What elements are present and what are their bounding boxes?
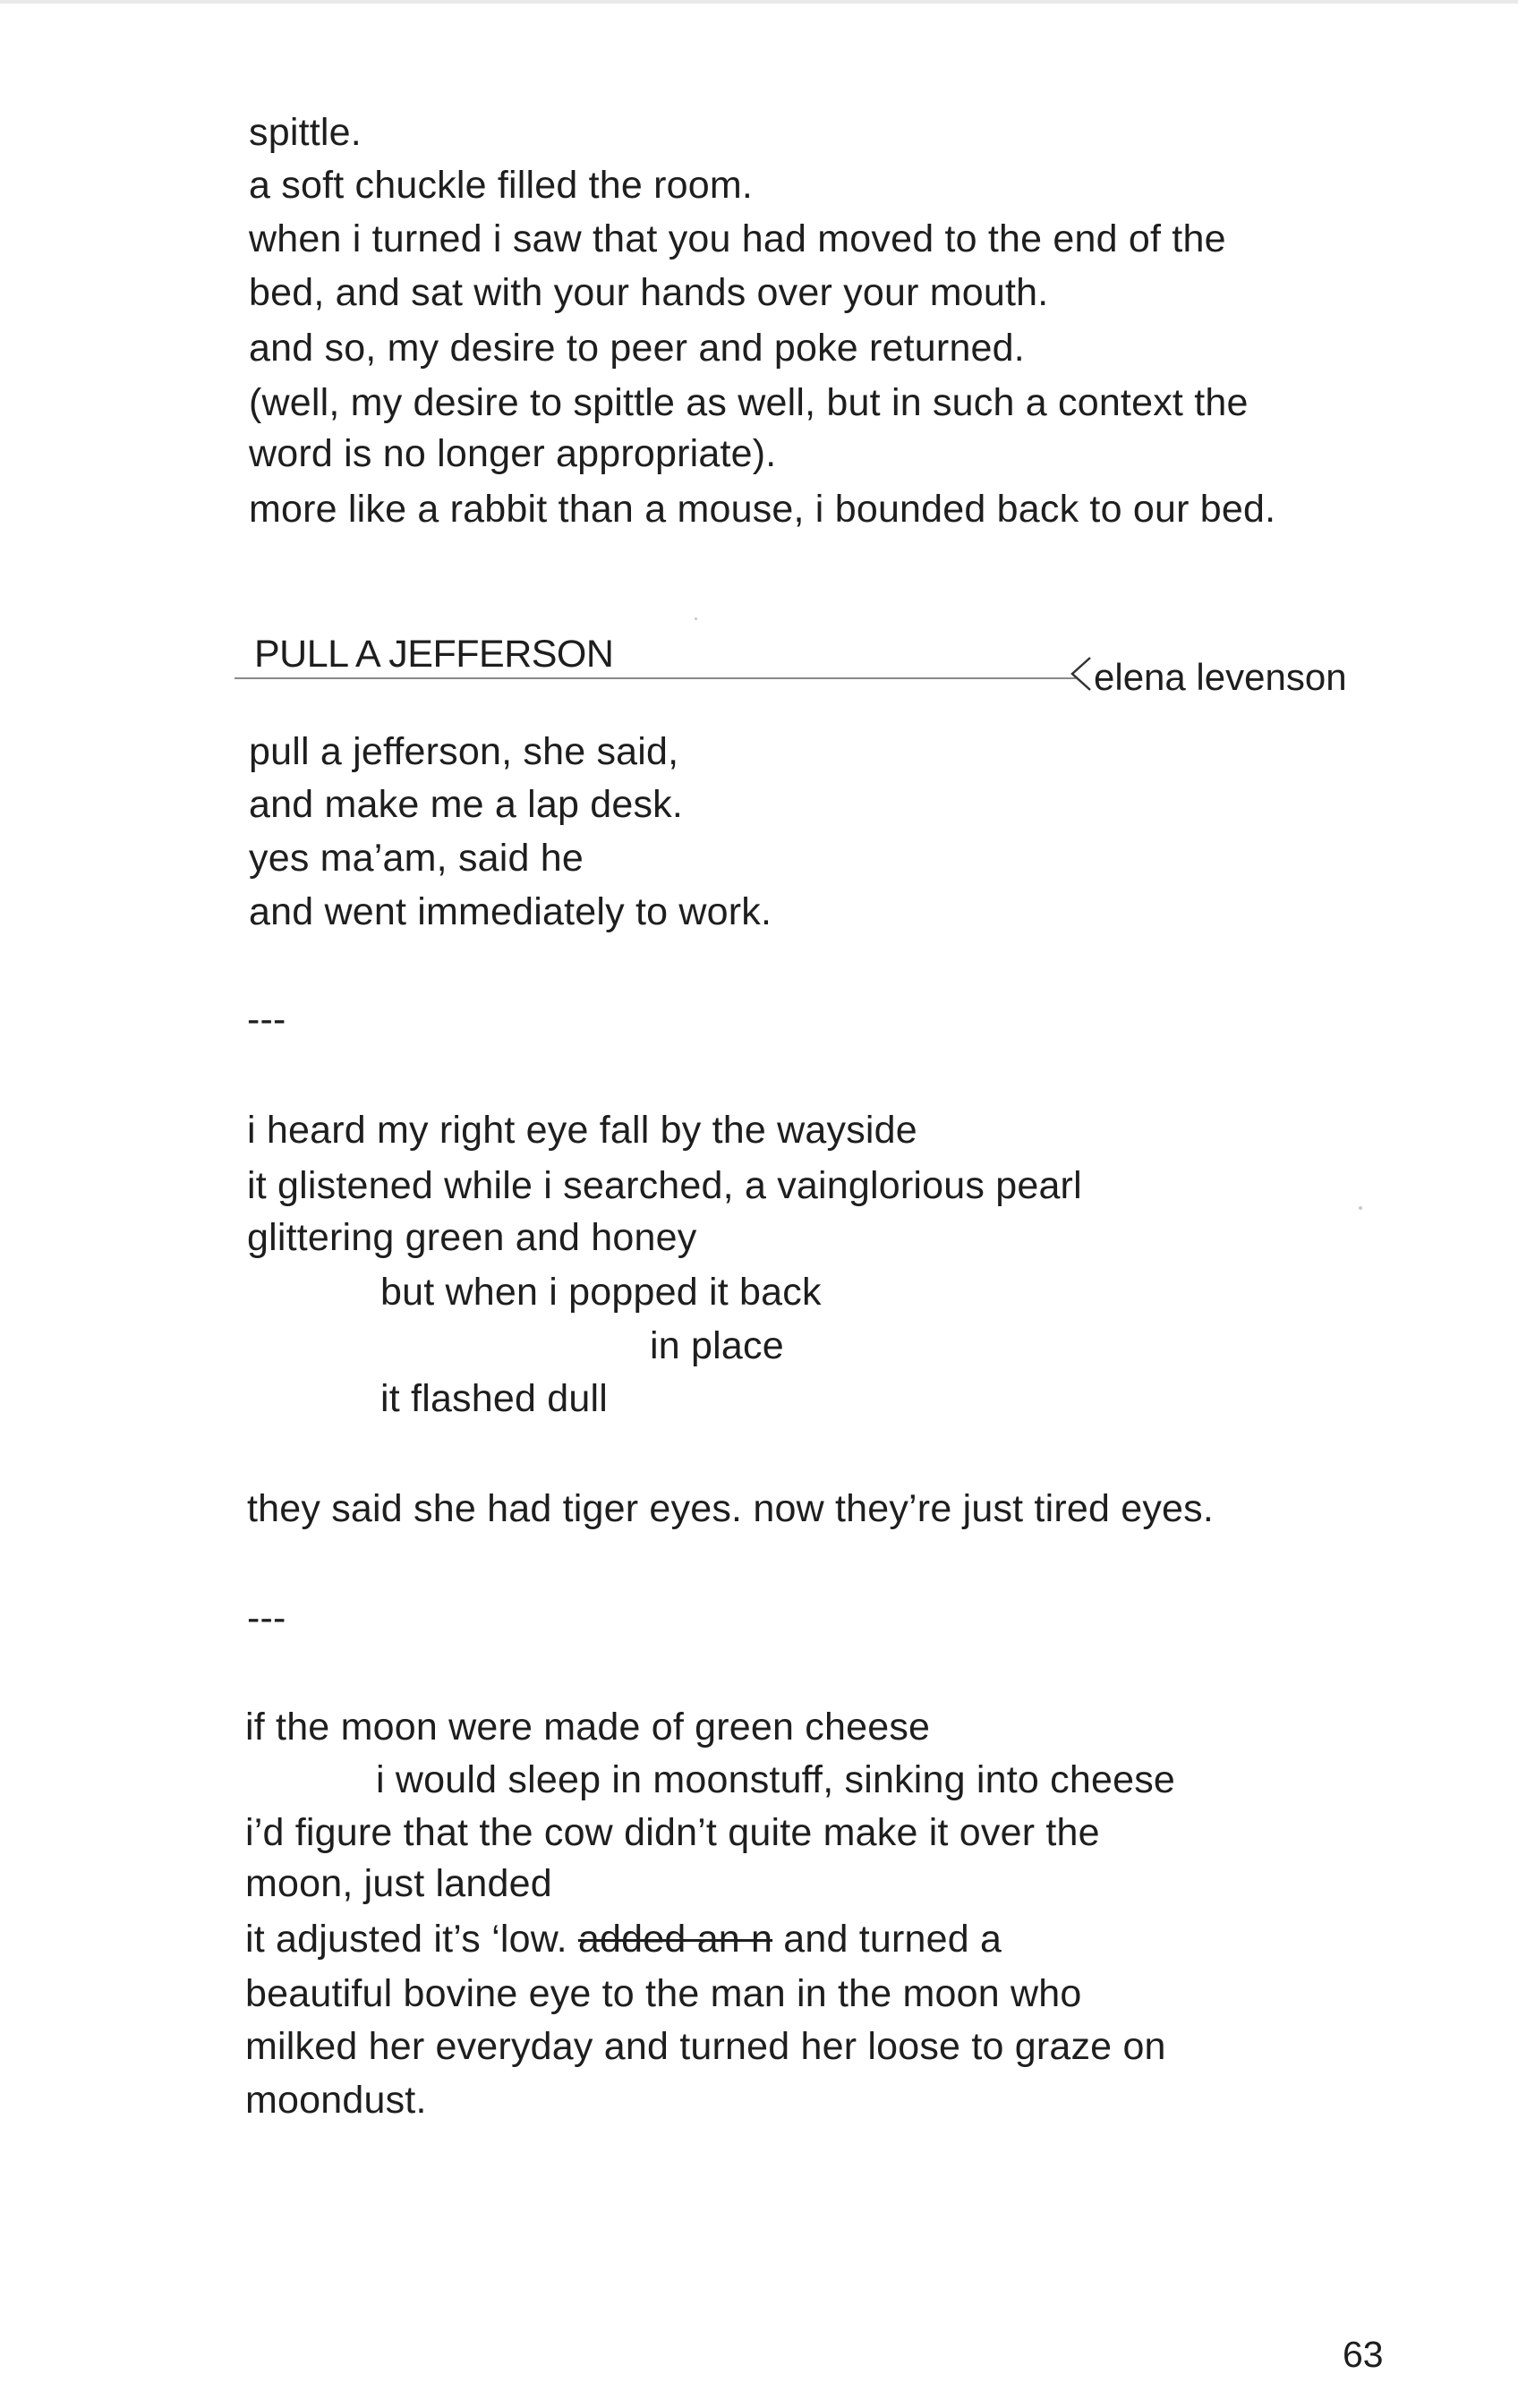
poem-line: moondust. [245, 2079, 427, 2122]
struck-text: added an n [577, 1918, 773, 1961]
text-line: when i turned i saw that you had moved to the end of the [249, 217, 1226, 260]
text-line: and so, my desire to peer and poke returned. [249, 327, 1025, 370]
text-line: word is no longer appropriate). [249, 432, 777, 475]
poem-line: i would sleep in moonstuff, sinking into cheese [376, 1758, 1176, 1801]
text-line: a soft chuckle filled the room. [249, 164, 754, 207]
section-separator: --- [247, 1596, 286, 1639]
poem-title: PULL A JEFFERSON [254, 633, 614, 676]
poem-line [245, 1916, 1002, 1962]
text-line: spittle. [249, 111, 362, 154]
scan-speck [695, 617, 697, 620]
page-number: 63 [1343, 2334, 1384, 2375]
text-segment: and turned a [772, 1918, 1002, 1961]
poem-line: and make me a lap desk. [249, 783, 684, 826]
poem-line: glittering green and honey [247, 1216, 697, 1259]
poem-line: beautiful bovine eye to the man in the moon who [245, 1972, 1082, 2015]
heading-underline [235, 677, 1076, 679]
poem-line: it glistened while i searched, a vainglorious pearl [247, 1164, 1082, 1207]
poem-line: in place [650, 1324, 784, 1367]
poem-line: yes ma’am, said he [249, 837, 584, 880]
page-top-edge [0, 0, 1518, 4]
text-line: more like a rabbit than a mouse, i bounded back to our bed. [249, 488, 1276, 531]
poem-line: i’d figure that the cow didn’t quite make it over the [245, 1811, 1100, 1854]
section-separator: --- [247, 998, 286, 1041]
text-line: bed, and sat with your hands over your mouth. [249, 271, 1049, 314]
poem-author: elena levenson [1094, 656, 1347, 698]
poem-line: moon, just landed [245, 1862, 552, 1905]
poem-line: pull a jefferson, she said, [249, 730, 679, 773]
poem-line: it flashed dull [380, 1377, 608, 1420]
text-segment: it adjusted it’s ‘low. [245, 1918, 578, 1961]
poem-line: they said she had tiger eyes. now they’re just tired eyes. [247, 1487, 1215, 1530]
scan-speck [1359, 1206, 1362, 1210]
arrow-left-icon [1070, 656, 1092, 692]
poem-line: but when i popped it back [380, 1271, 822, 1314]
poem-line: and went immediately to work. [249, 890, 772, 933]
text-line: (well, my desire to spittle as well, but in such a context the [249, 381, 1249, 424]
poem-line: if the moon were made of green cheese [245, 1706, 931, 1749]
poem-line: i heard my right eye fall by the wayside [247, 1109, 917, 1152]
poem-line: milked her everyday and turned her loose to graze on [245, 2025, 1166, 2068]
